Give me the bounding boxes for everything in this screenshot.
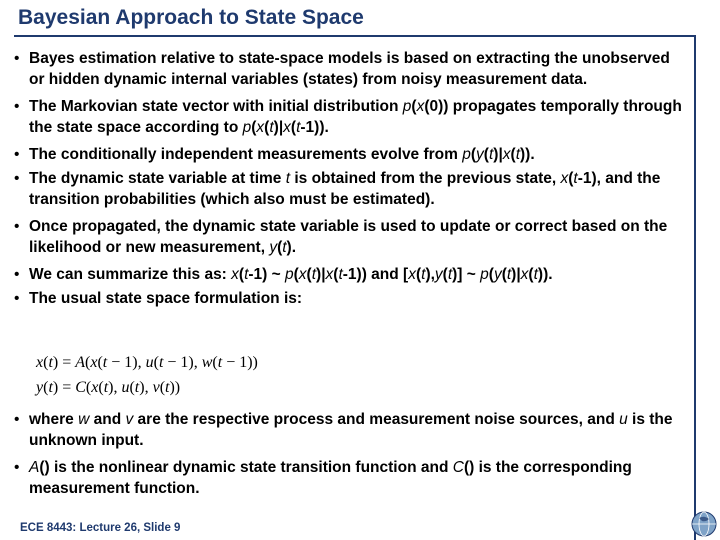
text-run: x — [560, 170, 569, 187]
text-run: t — [244, 266, 249, 283]
text-run: ( — [306, 266, 312, 283]
text-run: t — [506, 266, 512, 283]
text-run: -1)) and [ — [342, 266, 409, 283]
bullet-glyph: • — [14, 146, 20, 163]
text-run: x — [408, 266, 416, 283]
text-run: ( — [290, 119, 297, 136]
equation-line — [36, 350, 258, 375]
text-run: t — [338, 266, 343, 283]
text-run: ( — [85, 354, 91, 371]
text-run: t — [102, 354, 108, 371]
text-run: We can summarize this as: — [29, 266, 232, 283]
text-run: ( — [43, 379, 49, 396]
text-run: x — [36, 354, 44, 371]
text-run: ( — [293, 266, 299, 283]
text-run: v — [125, 411, 134, 428]
text-run: ( — [159, 379, 166, 396]
text-run: ( — [238, 266, 245, 283]
text-run: where — [29, 411, 79, 428]
text-run: p — [480, 266, 489, 283]
bullet-item — [12, 264, 688, 285]
text-run: x — [90, 354, 98, 371]
text-run: ( — [129, 379, 135, 396]
text-run: t — [533, 266, 538, 283]
text-run: u — [619, 411, 628, 428]
text-run: v — [152, 379, 160, 396]
text-run: )| — [511, 266, 521, 283]
bullet-item — [12, 96, 688, 138]
text-run: t — [311, 266, 317, 283]
text-run: p — [402, 98, 412, 115]
text-run: -1), and the transition probabilities (which also must be estimated). — [29, 170, 661, 208]
text-run: ( — [510, 146, 516, 163]
text-run: ( — [528, 266, 534, 283]
text-run: ( — [568, 170, 574, 187]
text-run: − 1), — [107, 354, 146, 371]
text-run: )| — [273, 119, 284, 136]
bullet-glyph: • — [14, 411, 20, 428]
text-run: ( — [277, 239, 283, 256]
text-run: x — [520, 266, 529, 283]
text-run: A — [75, 354, 86, 371]
text-run: is obtained from the previous state, — [290, 170, 561, 187]
text-run: ( — [98, 379, 104, 396]
text-run: ). — [286, 239, 297, 256]
text-run: x — [502, 146, 511, 163]
text-run: t — [515, 146, 521, 163]
bullet-glyph: • — [14, 459, 20, 476]
text-run: u — [121, 379, 130, 396]
text-run: t — [421, 266, 426, 283]
text-run: )| — [493, 146, 503, 163]
text-run: (0)) propagates temporally through the state space according to — [29, 98, 682, 136]
text-run: )| — [316, 266, 326, 283]
text-run: )) — [169, 379, 181, 396]
text-run: x — [416, 98, 425, 115]
bullet-glyph: • — [14, 170, 20, 187]
text-run: ) = — [52, 379, 76, 396]
bullet-glyph: • — [14, 266, 20, 283]
text-run: ( — [43, 354, 49, 371]
bullet-glyph: • — [14, 50, 20, 67]
bullet-glyph: • — [14, 290, 20, 307]
text-run: w — [201, 354, 213, 371]
text-run: and — [89, 411, 126, 428]
text-run: ), — [108, 379, 122, 396]
text-run: t — [447, 266, 453, 283]
text-run: C — [452, 459, 464, 476]
text-run: y — [434, 266, 443, 283]
text-run: p — [285, 266, 294, 283]
bullet-item — [12, 48, 688, 90]
text-run: The conditionally independent measurements evolve from — [29, 146, 463, 163]
text-run: x — [283, 119, 291, 136]
right-border — [694, 35, 696, 540]
text-run: ( — [153, 354, 159, 371]
text-run: − 1), — [163, 354, 202, 371]
text-run: x — [325, 266, 334, 283]
text-run: t — [488, 146, 494, 163]
text-run: y — [476, 146, 484, 163]
bullet-list — [12, 48, 688, 315]
text-run: t — [165, 379, 170, 396]
text-run: ( — [488, 266, 494, 283]
text-run: t — [103, 379, 109, 396]
text-run: y — [269, 239, 278, 256]
text-run: )). — [537, 266, 553, 283]
text-run: -1) ~ — [248, 266, 285, 283]
text-run: u — [145, 354, 154, 371]
text-run: ( — [411, 98, 417, 115]
text-run: is the unknown input. — [29, 411, 673, 449]
text-run: ( — [85, 379, 92, 396]
text-run: Once propagated, the dynamic state variable is used to update or correct based on the likelihood or new measurement, — [29, 218, 668, 256]
slide-title: Bayesian Approach to State Space — [18, 6, 364, 29]
text-run: t — [573, 170, 578, 187]
text-run: () is the nonlinear dynamic state transition function and — [39, 459, 453, 476]
bullet-glyph: • — [14, 98, 20, 115]
text-run: ), — [139, 379, 153, 396]
text-run: x — [256, 119, 265, 136]
text-run: x — [231, 266, 239, 283]
slide-footer: ECE 8443: Lecture 26, Slide 9 — [20, 522, 181, 534]
text-run: Bayes estimation relative to state-space models is based on extracting the unobserved or hidden dynamic internal variables (states) from noisy measurement data. — [29, 50, 670, 88]
state-space-equations — [36, 350, 258, 400]
bullet-list-continued — [12, 409, 688, 505]
text-run: t — [217, 354, 223, 371]
text-run: ( — [97, 354, 103, 371]
text-run: w — [78, 411, 90, 428]
text-run: t — [48, 354, 53, 371]
text-run: ( — [442, 266, 448, 283]
text-run: t — [134, 379, 140, 396]
bullet-item — [12, 409, 688, 451]
text-run: ( — [212, 354, 218, 371]
text-run: )). — [520, 146, 535, 163]
text-run: are the respective process and measurement noise sources, and — [133, 411, 620, 428]
text-run: ( — [470, 146, 477, 163]
text-run: () is the corresponding measurement function. — [29, 459, 632, 497]
text-run: t — [282, 239, 287, 256]
equation-line — [36, 375, 258, 400]
text-run: The dynamic state variable at time — [29, 170, 286, 187]
text-run: C — [75, 379, 86, 396]
text-run: y — [36, 379, 44, 396]
text-run: ( — [415, 266, 422, 283]
text-run: ( — [333, 266, 339, 283]
text-run: t — [269, 119, 274, 136]
text-run: )] ~ — [452, 266, 481, 283]
text-run: x — [91, 379, 99, 396]
text-run: t — [296, 119, 301, 136]
bullet-glyph: • — [14, 218, 20, 235]
text-run: ) = — [52, 354, 76, 371]
text-run: ( — [251, 119, 257, 136]
text-run: ( — [501, 266, 507, 283]
bullet-item — [12, 288, 688, 309]
text-run: p — [462, 146, 471, 163]
bullet-item — [12, 457, 688, 499]
text-run: A — [29, 459, 40, 476]
bullet-item — [12, 216, 688, 258]
globe-icon — [690, 510, 718, 538]
text-run: p — [242, 119, 252, 136]
text-run: t — [285, 170, 291, 187]
text-run: The usual state space formulation is: — [29, 290, 303, 307]
text-run: x — [298, 266, 307, 283]
text-run: − 1)) — [222, 354, 258, 371]
text-run: y — [493, 266, 502, 283]
text-run: ), — [425, 266, 435, 283]
title-underline — [14, 35, 694, 37]
text-run: ( — [264, 119, 270, 136]
bullet-item — [12, 144, 688, 165]
text-run: t — [158, 354, 164, 371]
text-run: ( — [483, 146, 489, 163]
text-run: -1)). — [300, 119, 329, 136]
bullet-item — [12, 168, 688, 210]
text-run: The Markovian state vector with initial distribution — [29, 98, 403, 115]
text-run: t — [48, 379, 53, 396]
